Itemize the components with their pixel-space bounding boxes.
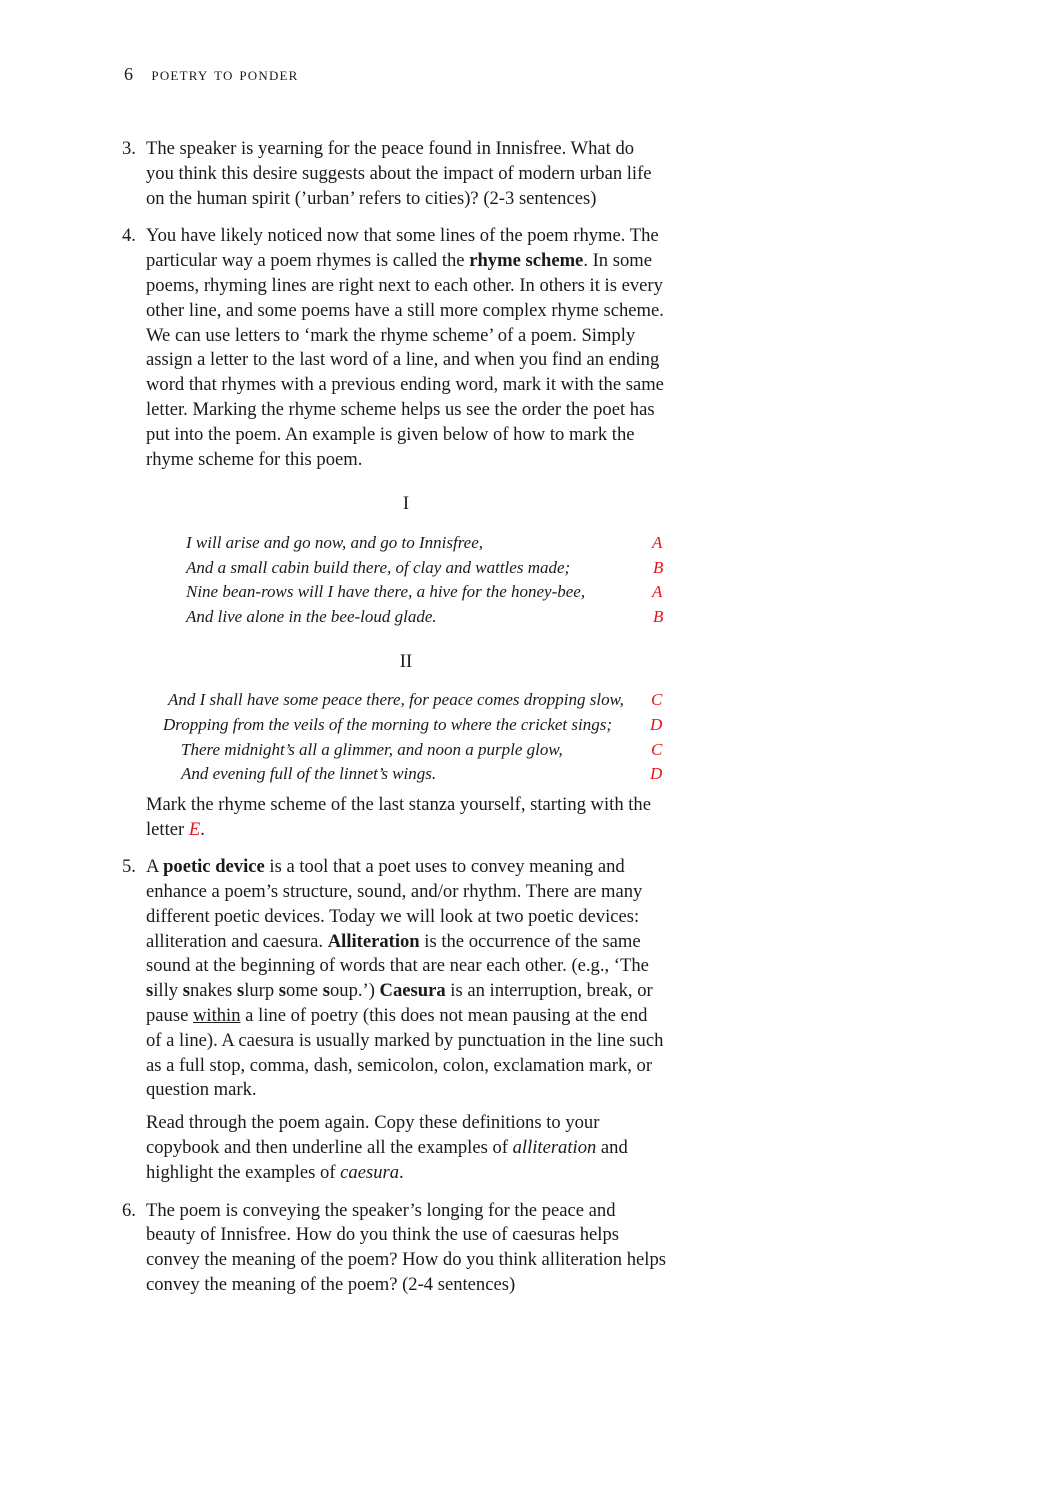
underlined-within: within [192,1005,241,1027]
rhyme-letter-e: E [188,818,201,840]
poem-line: Nine bean-rows will I have there, a hive for the honey-bee, A [146,580,666,605]
term-alliteration: Alliteration [327,930,420,952]
question-text: The poem is conveying the speaker’s longing for the peace and beauty of Innisfree. How do you think the use of caesuras helps convey the meaning of the poem? How do you think alliteration helps convey the meaning of the poem? (2-4 sentences) [146,1199,666,1296]
stanza-numeral: I [402,493,410,515]
question-text: A poetic device is a tool that a poet uses to convey meaning and enhance a poem’s structure, sound, and/or rhythm. There are many different poetic devices. Today we will look at two poetic devices: alliteration and caesura. Alliteration is the occurrence of the same sound at the beginning of words that are near each other. (e.g., ‘The silly snakes slurp some soup.’) Caesura is an interruption, break, or pause within a line of poetry (this does not mean pausing at the end of a line). A caesura is usually marked by punctuation in the line such as a full stop, comma, dash, semicolon, colon, exclamation mark, or question mark. [146,856,664,1101]
term-poetic-device: poetic device [163,856,265,878]
question-text: The speaker is yearning for the peace found in Innisfree. What do you think this desire suggests about the impact of modern urban life on the human spirit (’urban’ refers to cities)? (2-3 sentences) [146,138,652,209]
poem-line: And a small cabin build there, of clay and wattles made; B [146,556,666,581]
question-6 [122,1199,666,1298]
term-caesura: Caesura [379,980,446,1002]
question-4 [122,224,666,842]
rhyme-mark: C [651,739,663,759]
running-header [124,64,299,85]
rhyme-mark: D [650,714,663,734]
question-list [122,137,666,1311]
poem-line: Dropping from the veils of the morning to where the cricket sings; D [146,713,666,738]
term-rhyme-scheme: rhyme scheme [469,250,584,272]
stanza-2 [146,688,666,786]
poem-line: There midnight’s all a glimmer, and noon a purple glow, C [146,738,666,763]
question-text: You have likely noticed now that some lines of the poem rhyme. The particular way a poem rhymes is called the rhyme scheme. In some poems, rhyming lines are right next to each other. In others it is every other line, and some poems have a still more complex rhyme scheme. We can use letters to ‘mark the rhyme scheme’ of a poem. Simply assign a letter to the last word of a line, and when you find an ending word that rhymes with a previous ending word, mark it with the same letter. Marking the rhyme scheme helps us see the order the poet has put into the poem. An example is given below of how to mark the rhyme scheme for this poem. [146,225,664,470]
question-5 [122,855,666,1185]
rhyme-mark: A [652,533,663,553]
question-number: 4. [122,225,136,247]
rhyme-mark: C [651,690,663,710]
rhyme-mark: D [650,764,663,784]
stanza-numeral: II [399,650,413,672]
question-number: 5. [122,856,136,878]
running-title: poetry to ponder [151,64,299,84]
stanza-1 [146,531,666,629]
rhyme-mark: B [653,557,664,577]
instruction-text: Mark the rhyme scheme of the last stanza yourself, starting with the letter E. [146,793,651,840]
poem-line: And evening full of the linnet’s wings. D [146,762,666,787]
question-3 [122,137,666,211]
question-number: 6. [122,1199,136,1221]
question-number: 3. [122,138,136,159]
page-number: 6 [124,64,135,84]
poem-line: And I shall have some peace there, for peace comes dropping slow, C [146,688,666,713]
rhyme-mark: B [653,606,664,626]
poem-line: And live alone in the bee-loud glade. B [146,605,666,630]
rhyme-mark: A [652,582,663,602]
instruction-text: Read through the poem again. Copy these definitions to your copybook and then underline all the examples of alliteration and highlight the examples of caesura. [146,1112,628,1183]
poem-line: I will arise and go now, and go to Innisfree, A [146,531,666,556]
